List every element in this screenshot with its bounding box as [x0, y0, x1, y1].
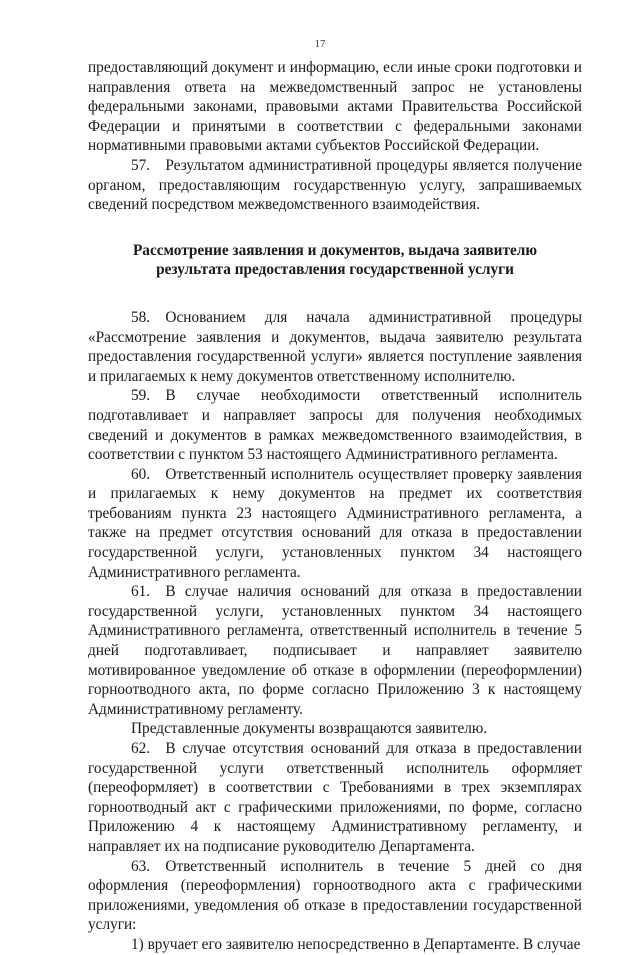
- page-number: 17: [314, 38, 326, 50]
- section-heading: [88, 241, 582, 280]
- document-body: [88, 58, 582, 955]
- paragraph-57: 57. Результатом административной процедуры является получение органом, предоставляющим государственную услугу, запрашиваемых сведений посредством межведомственного взаимодействия.: [88, 156, 582, 214]
- paragraph-63: 63. Ответственный исполнитель в течение 5 дней со дня оформления (переоформления) горноотводного акта с графическими приложениями, уведомления об отказе в предоставлении государственной услуги:: [88, 857, 582, 934]
- paragraph-continuation: предоставляющий документ и информацию, если иные сроки подготовки и направления ответа на межведомственный запрос не установлены федеральными законами, правовыми актами Правительства Российской Федерации и принятыми в соответствии с федеральными законами нормативными правовыми актами субъектов Российской Федерации.: [88, 59, 582, 155]
- paragraph-59: 59. В случае необходимости ответственный исполнитель подготавливает и направляет запросы для получения необходимых сведений и документов в рамках межведомственного взаимодействия, в соответствии с пунктом 53 настоящего Административного регламента.: [88, 387, 582, 464]
- paragraph-60: 60. Ответственный исполнитель осуществляет проверку заявления и прилагаемых к нему документов на предмет их соответствия требованиям пункта 23 настоящего Административного регламента, а также на предмет отсутствия оснований для отказа в предоставлении государственной услуги, установленных пунктом 34 настоящего Административного регламента.: [88, 465, 582, 581]
- paragraph-63-item-1: 1) вручает его заявителю непосредственно в Департаменте. В случае: [131, 935, 581, 953]
- section-heading-line-1: Рассмотрение заявления и документов, выдача заявителю: [132, 241, 538, 259]
- paragraph-61-note: Представленные документы возвращаются заявителю.: [131, 720, 488, 738]
- paragraph-61: 61. В случае наличия оснований для отказа в предоставлении государственной услуги, установленных пунктом 34 настоящего Административного регламента, ответственный исполнитель в течение 5 дней подготавливает, подписывает и направляет заявителю мотивированное уведомление об отказе в оформлении (переоформлении) горноотводного акта, по форме согласно Приложению 3 к настоящему Административному регламенту.: [88, 583, 582, 718]
- paragraph-62: 62. В случае отсутствия оснований для отказа в предоставлении государственной услуги ответственный исполнитель оформляет (переоформляет) в соответствии с Требованиями в трех экземплярах горноотводный акт с графическими приложениями, по форме, согласно Приложению 4 к настоящему Административному регламенту, и направляет их на подписание руководителю Департамента.: [88, 740, 582, 855]
- paragraph-58: 58. Основанием для начала административной процедуры «Рассмотрение заявления и документов, выдача заявителю результата предоставления государственной услуги» является поступление заявления и прилагаемых к нему документов ответственному исполнителю.: [88, 308, 582, 385]
- section-heading-line-2: результата предоставления государственной услуги: [156, 261, 514, 279]
